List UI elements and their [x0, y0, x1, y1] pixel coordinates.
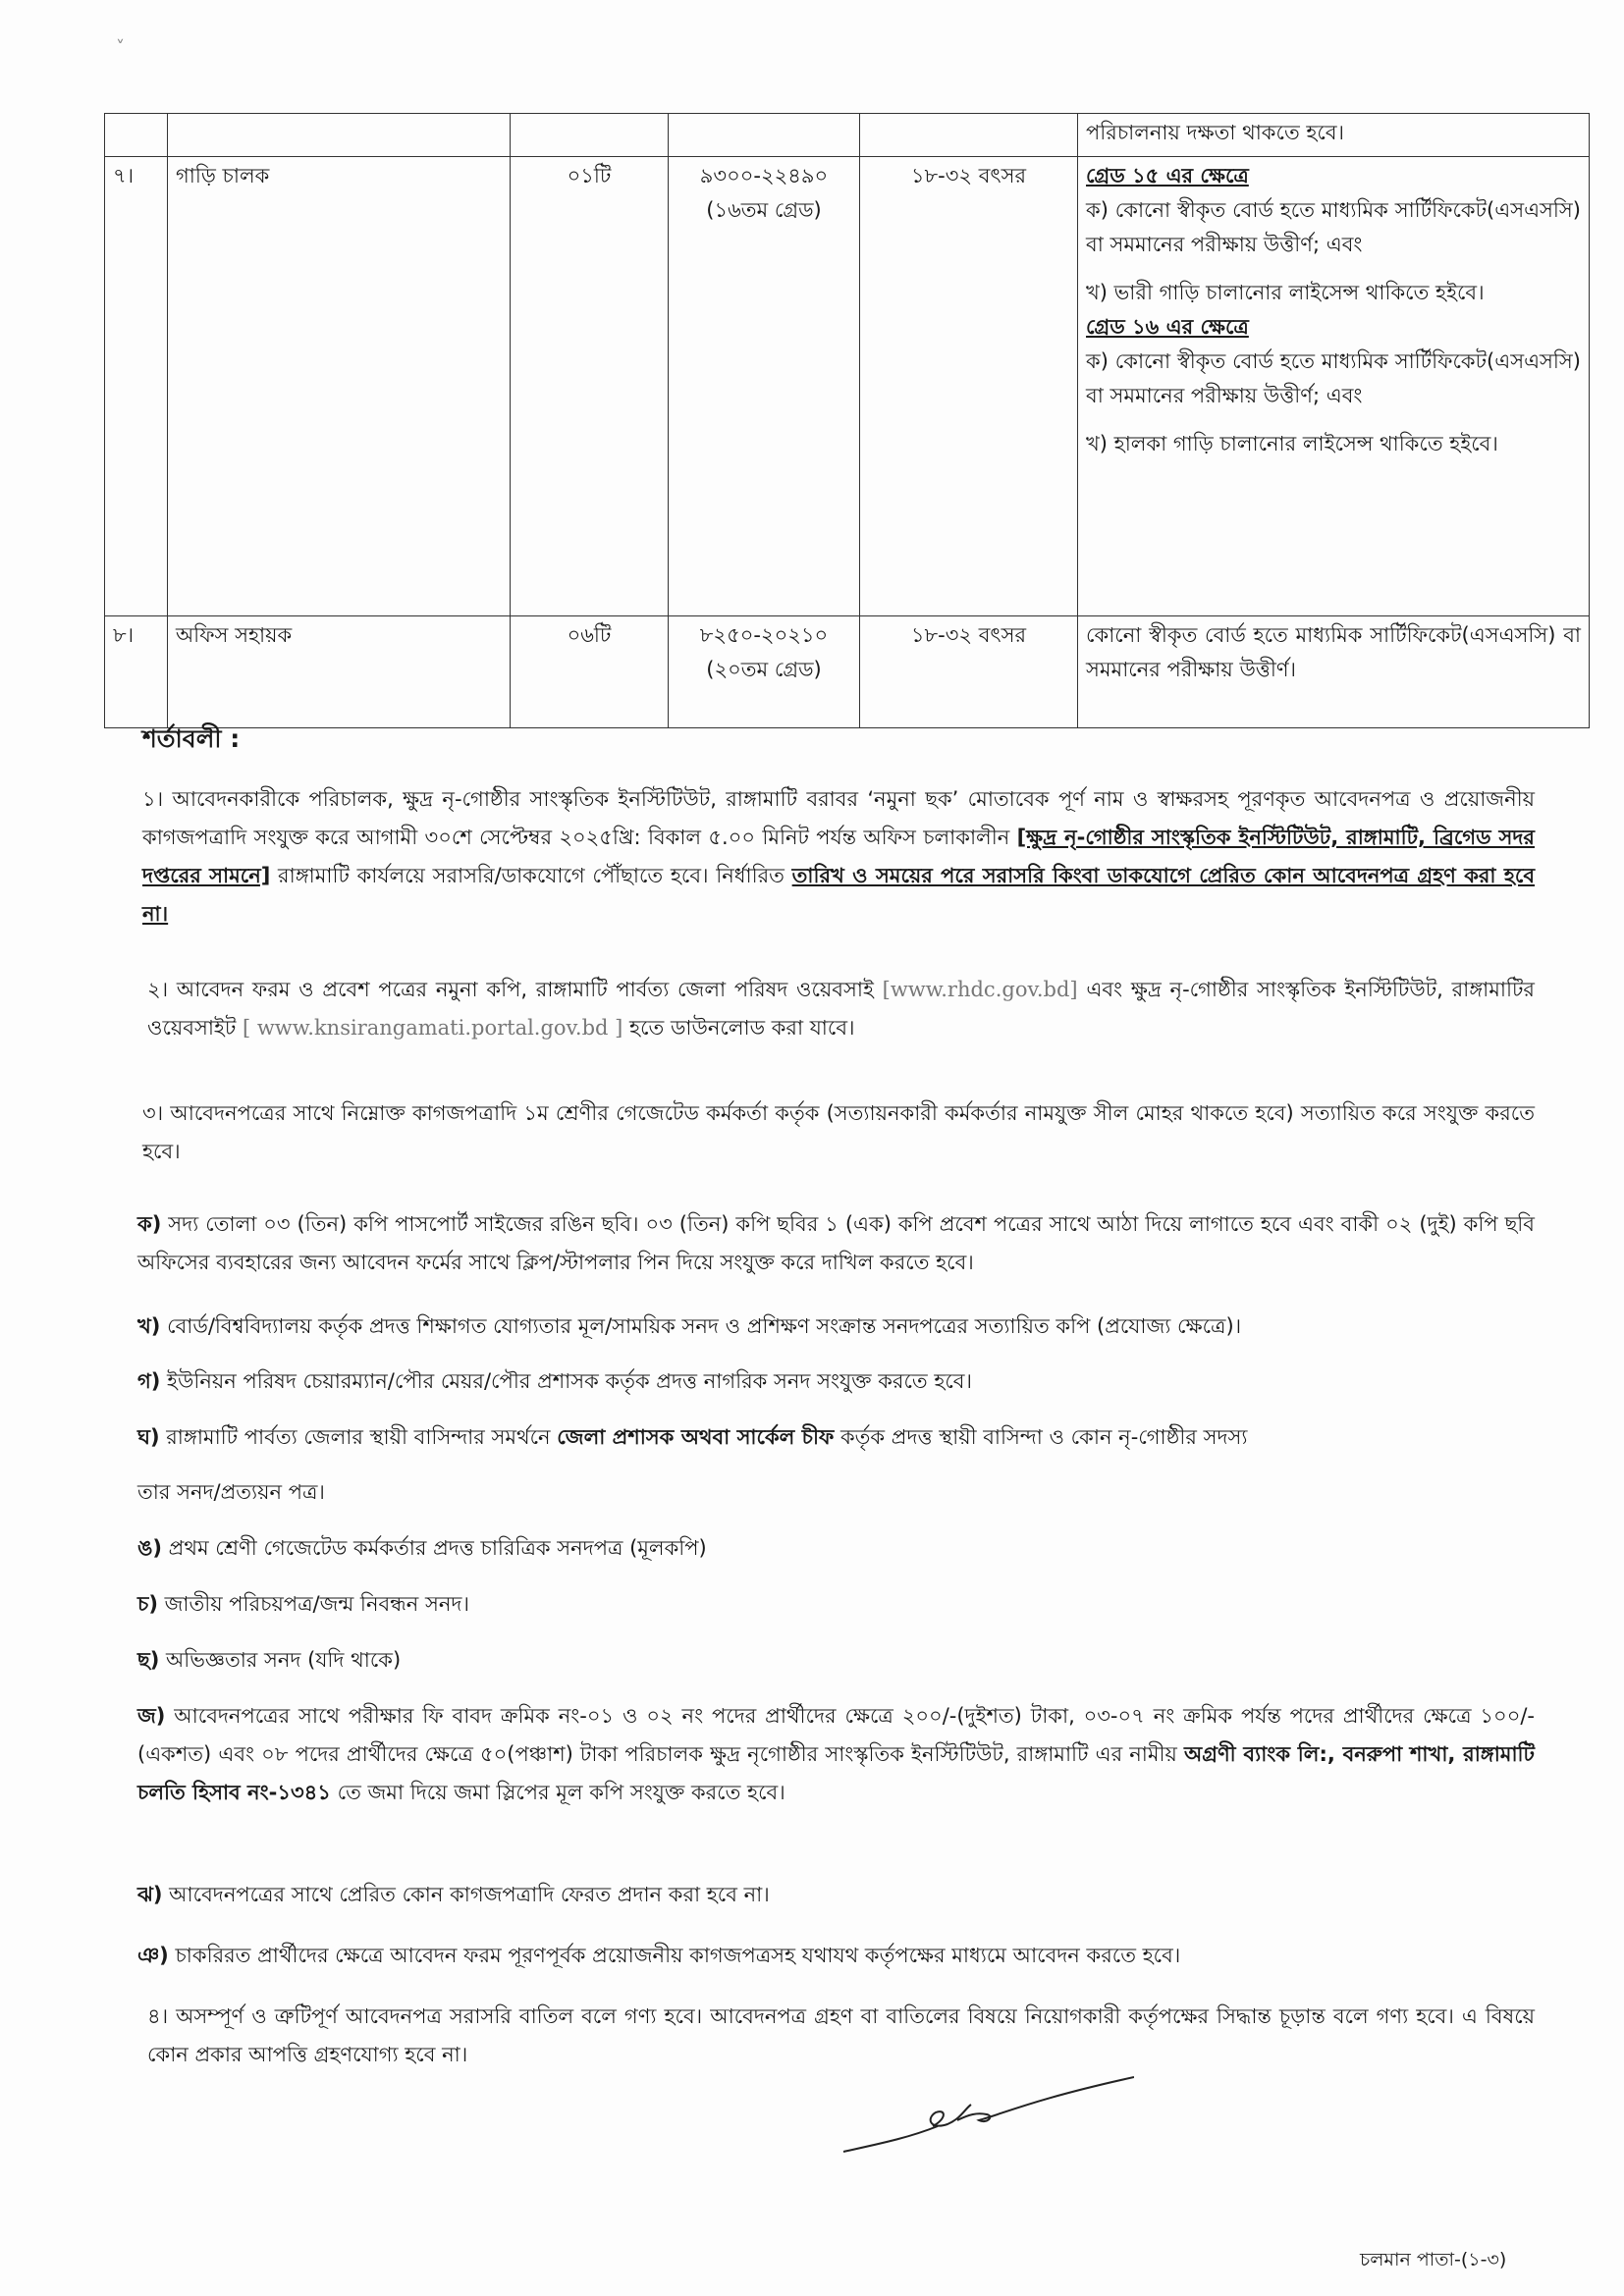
- item-text: আবেদনপত্রের সাথে পরীক্ষার ফি বাবদ ক্রমিক নং-০১ ও ০২ নং পদের প্রার্থীদের ক্ষেত্রে ২০০/-(দুইশত) টাকা, ০৩-০৭ নং ক্রমিক পর্যন্ত পদের প্রার্থীদের ক্ষেত্রে ১০০/-(একশত) এবং ০৮ পদের প্রার্থীদের ক্ষেত্রে ৫০(পঞ্চাশ) টাকা পরিচালক ক্ষুদ্র নৃগোষ্ঠীর সাংস্কৃতিক ইনস্টিটিউট, রাঙ্গামাটি এর নামীয়: [137, 1704, 1535, 1766]
- item-text: চাকরিরত প্রার্থীদের ক্ষেত্রে আবেদন ফরম পূরণপূর্বক প্রয়োজনীয় কাগজপত্রসহ যথাযথ কর্তৃপক্ষের মাধ্যমে আবেদন করতে হবে।: [168, 1944, 1181, 1967]
- post-count-cell: [511, 114, 669, 157]
- qualification-heading: গ্রেড ১৬ এর ক্ষেত্রে: [1086, 315, 1249, 339]
- item-text-2: কর্তৃক প্রদত্ত স্থায়ী বাসিন্দা ও কোন নৃ-গোষ্ঠীর সদস্য: [834, 1425, 1248, 1449]
- item-label: খ): [137, 1314, 161, 1338]
- item-text: ইউনিয়ন পরিষদ চেয়ারম্যান/পৌর মেয়র/পৌর প্রশাসক কর্তৃক প্রদত্ত নাগরিক সনদ সংযুক্ত করতে হবে।: [160, 1369, 973, 1393]
- condition-4: ৪। অসম্পূর্ণ ও ত্রুটিপূর্ণ আবেদনপত্র সরাসরি বাতিল বলে গণ্য হবে। আবেদনপত্র গ্রহণ বা বাতিলের বিষয়ে নিয়োগকারী কর্তৃপক্ষের সিদ্ধান্ত চূড়ান্ত বলে গণ্য হবে। এ বিষয়ে কোন প্রকার আপত্তি গ্রহণযোগ্য হবে না।: [147, 2004, 1535, 2066]
- document-item-uma: [137, 1529, 1535, 1568]
- document-item-nya: [137, 1937, 1535, 1975]
- conditions-heading: শর্তাবলী :: [142, 724, 241, 753]
- pay-scale-cell: [669, 616, 860, 728]
- pay-scale-cell: [669, 157, 860, 616]
- post-name-cell: [168, 114, 511, 157]
- knsi-website-link[interactable]: [ www.knsirangamati.portal.gov.bd ]: [242, 1016, 623, 1040]
- serial-cell: [105, 114, 168, 157]
- item-label: ঘ): [137, 1425, 160, 1449]
- signature: [839, 2069, 1134, 2158]
- document-item-ka: [137, 1205, 1535, 1282]
- post-count-cell: ০১টি: [511, 157, 669, 616]
- item-text: আবেদনপত্রের সাথে প্রেরিত কোন কাগজপত্রাদি ফেরত প্রদান করা হবে না।: [162, 1883, 770, 1906]
- qualification-heading: গ্রেড ১৫ এর ক্ষেত্রে: [1086, 164, 1249, 187]
- condition-2-text-2: এবং ক্ষুদ্র নৃ-গোষ্ঠীর সাংস্কৃতিক ইনস্টিটিউট, রাঙ্গামাটির ওয়েবসাইট: [147, 978, 1535, 1040]
- item-authority: জেলা প্রশাসক অথবা সার্কেল চীফ: [557, 1425, 835, 1449]
- qualification-line: ক) কোনো স্বীকৃত বোর্ড হতে মাধ্যমিক সার্টিফিকেট(এসএসসি) বা সমমানের পরীক্ষায় উত্তীর্ণ; এবং: [1086, 349, 1581, 407]
- document-item-cha: [137, 1585, 1535, 1624]
- qualification-line: পরিচালনায় দক্ষতা থাকতে হবে।: [1086, 121, 1345, 144]
- item-label: ঙ): [137, 1536, 162, 1560]
- item-label: জ): [137, 1704, 166, 1728]
- age-limit-cell: ১৮-৩২ বৎসর: [860, 616, 1078, 728]
- table-row: [105, 114, 1590, 157]
- posts-table-body: [105, 114, 1590, 728]
- document-item-ga: [137, 1362, 1535, 1401]
- document-item-jha: [137, 1876, 1535, 1914]
- condition-1-office-location: [ক্ষুদ্র নৃ-গোষ্ঠীর সাংস্কৃতিক ইনস্টিটিউট, রাঙ্গামাটি, ব্রিগেড সদর দপ্তরের সামনে]: [142, 826, 1535, 887]
- table-row: [105, 616, 1590, 728]
- condition-1-text: ১। আবেদনকারীকে পরিচালক, ক্ষুদ্র নৃ-গোষ্ঠীর সাংস্কৃতিক ইনস্টিটিউট, রাঙ্গামাটি বরাবর ‘নমুনা ছক’ মোতাবেক পূর্ণ নাম ও স্বাক্ষরসহ পূরণকৃত আবেদনপত্র ও প্রয়োজনীয় কাগজপত্রাদি সংযুক্ত করে আগামী ৩০শে সেপ্টেম্বর ২০২৫খ্রি: বিকাল ৫.০০ মিনিট পর্যন্ত অফিস চলাকালীন: [142, 787, 1535, 849]
- pay-scale-range: ৯৩০০-২২৪৯০: [699, 164, 829, 187]
- qualification-cell: [1078, 114, 1590, 157]
- post-name-cell: গাড়ি চালক: [168, 157, 511, 616]
- scan-mark: ˅: [116, 37, 125, 58]
- condition-2: [147, 971, 1535, 1047]
- item-text: জাতীয় পরিচয়পত্র/জন্ম নিবন্ধন সনদ।: [157, 1592, 469, 1616]
- item-label: ক): [137, 1212, 162, 1236]
- post-name-cell: অফিস সহায়ক: [168, 616, 511, 728]
- pay-grade: (১৬তম গ্রেড): [706, 198, 822, 222]
- item-label: ছ): [137, 1648, 160, 1672]
- condition-3: ৩। আবেদনপত্রের সাথে নিম্নোক্ত কাগজপত্রাদি ১ম শ্রেণীর গেজেটেড কর্মকর্তা কর্তৃক (সত্যায়নকারী কর্মকর্তার নামযুক্ত সীল মোহর থাকতে হবে) সত্যায়িত করে সংযুক্ত করতে হবে।: [142, 1101, 1535, 1163]
- item-text: বোর্ড/বিশ্ববিদ্যালয় কর্তৃক প্রদত্ত শিক্ষাগত যোগ্যতার মূল/সাময়িক সনদ ও প্রশিক্ষণ সংক্রান্ত সনদপত্রের সত্যায়িত কপি (প্রযোজ্য ক্ষেত্রে)।: [160, 1314, 1242, 1338]
- condition-1-text-2: রাঙ্গামাটি কার্যলয়ে সরাসরি/ডাকযোগে পৌঁছাতে হবে। নির্ধারিত: [270, 864, 792, 887]
- document-item-chha: [137, 1641, 1535, 1680]
- qualification-cell: [1078, 616, 1590, 728]
- posts-table: [104, 113, 1590, 728]
- condition-1: [142, 780, 1535, 934]
- condition-2-text-3: হতে ডাউনলোড করা যাবে।: [623, 1016, 855, 1040]
- table-row: [105, 157, 1590, 616]
- document-item-kha: [137, 1308, 1535, 1346]
- item-label: গ): [137, 1369, 161, 1393]
- post-count-cell: ০৬টি: [511, 616, 669, 728]
- qualification-line: খ) ভারী গাড়ি চালানোর লাইসেন্স থাকিতে হইবে।: [1086, 281, 1485, 304]
- bank-account-info: অগ্রণী ব্যাংক লি:, বনরুপা শাখা, রাঙ্গামাটি চলতি হিসাব নং-১৩৪১: [137, 1742, 1535, 1804]
- condition-1-deadline-warning: তারিখ ও সময়ের পরে সরাসরি কিংবা ডাকযোগে প্রেরিত কোন আবেদনপত্র গ্রহণ করা হবে না।: [142, 864, 1536, 926]
- item-label: ঞ): [137, 1944, 169, 1967]
- item-text: অভিজ্ঞতার সনদ (যদি থাকে): [159, 1648, 402, 1672]
- pay-grade: (২০তম গ্রেড): [706, 658, 822, 681]
- rhdc-website-link[interactable]: [www.rhdc.gov.bd]: [882, 978, 1078, 1001]
- item-label: চ): [137, 1592, 158, 1616]
- qualification-cell: [1078, 157, 1590, 616]
- item-text: প্রথম শ্রেণী গেজেটেড কর্মকর্তার প্রদত্ত চারিত্রিক সনদপত্র (মূলকপি): [162, 1536, 707, 1560]
- age-limit-cell: [860, 114, 1078, 157]
- condition-2-text: ২। আবেদন ফরম ও প্রবেশ পত্রের নমুনা কপি, রাঙ্গামাটি পার্বত্য জেলা পরিষদ ওয়েবসাই: [147, 978, 883, 1001]
- document-item-ja: [137, 1697, 1535, 1812]
- serial-cell: ৭।: [105, 157, 168, 616]
- age-limit-cell: ১৮-৩২ বৎসর: [860, 157, 1078, 616]
- qualification-line: ক) কোনো স্বীকৃত বোর্ড হতে মাধ্যমিক সার্টিফিকেট(এসএসসি) বা সমমানের পরীক্ষায় উত্তীর্ণ; এবং: [1086, 198, 1581, 256]
- item-label: ঝ): [137, 1883, 163, 1906]
- item-text: সদ্য তোলা ০৩ (তিন) কপি পাসপোর্ট সাইজের রঙিন ছবি। ০৩ (তিন) কপি ছবির ১ (এক) কপি প্রবেশ পত্রের সাথে আঠা দিয়ে লাগাতে হবে এবং বাকী ০২ (দুই) কপি ছবি অফিসের ব্যবহারের জন্য আবেদন ফর্মের সাথে ক্লিপ/স্টাপলার পিন দিয়ে সংযুক্ত করে দাখিল করতে হবে।: [137, 1212, 1535, 1274]
- document-item-gha: [137, 1418, 1535, 1457]
- document-item-gha-line-2: তার সনদ/প্রত্যয়ন পত্র।: [137, 1480, 325, 1504]
- pay-scale-cell: [669, 114, 860, 157]
- item-text-2: তে জমা দিয়ে জমা স্লিপের মূল কপি সংযুক্ত করতে হবে।: [330, 1781, 785, 1804]
- qualification-line: কোনো স্বীকৃত বোর্ড হতে মাধ্যমিক সার্টিফিকেট(এসএসসি) বা সমমানের পরীক্ষায় উত্তীর্ণ।: [1086, 623, 1581, 681]
- item-text: রাঙ্গামাটি পার্বত্য জেলার স্থায়ী বাসিন্দার সমর্থনে: [159, 1425, 558, 1449]
- page-continuation-label: চলমান পাতা-(১-৩): [1360, 2249, 1507, 2270]
- qualification-line: খ) হালকা গাড়ি চালানোর লাইসেন্স থাকিতে হইবে।: [1086, 432, 1498, 455]
- pay-scale-range: ৮২৫০-২০২১০: [699, 623, 829, 647]
- serial-cell: ৮।: [105, 616, 168, 728]
